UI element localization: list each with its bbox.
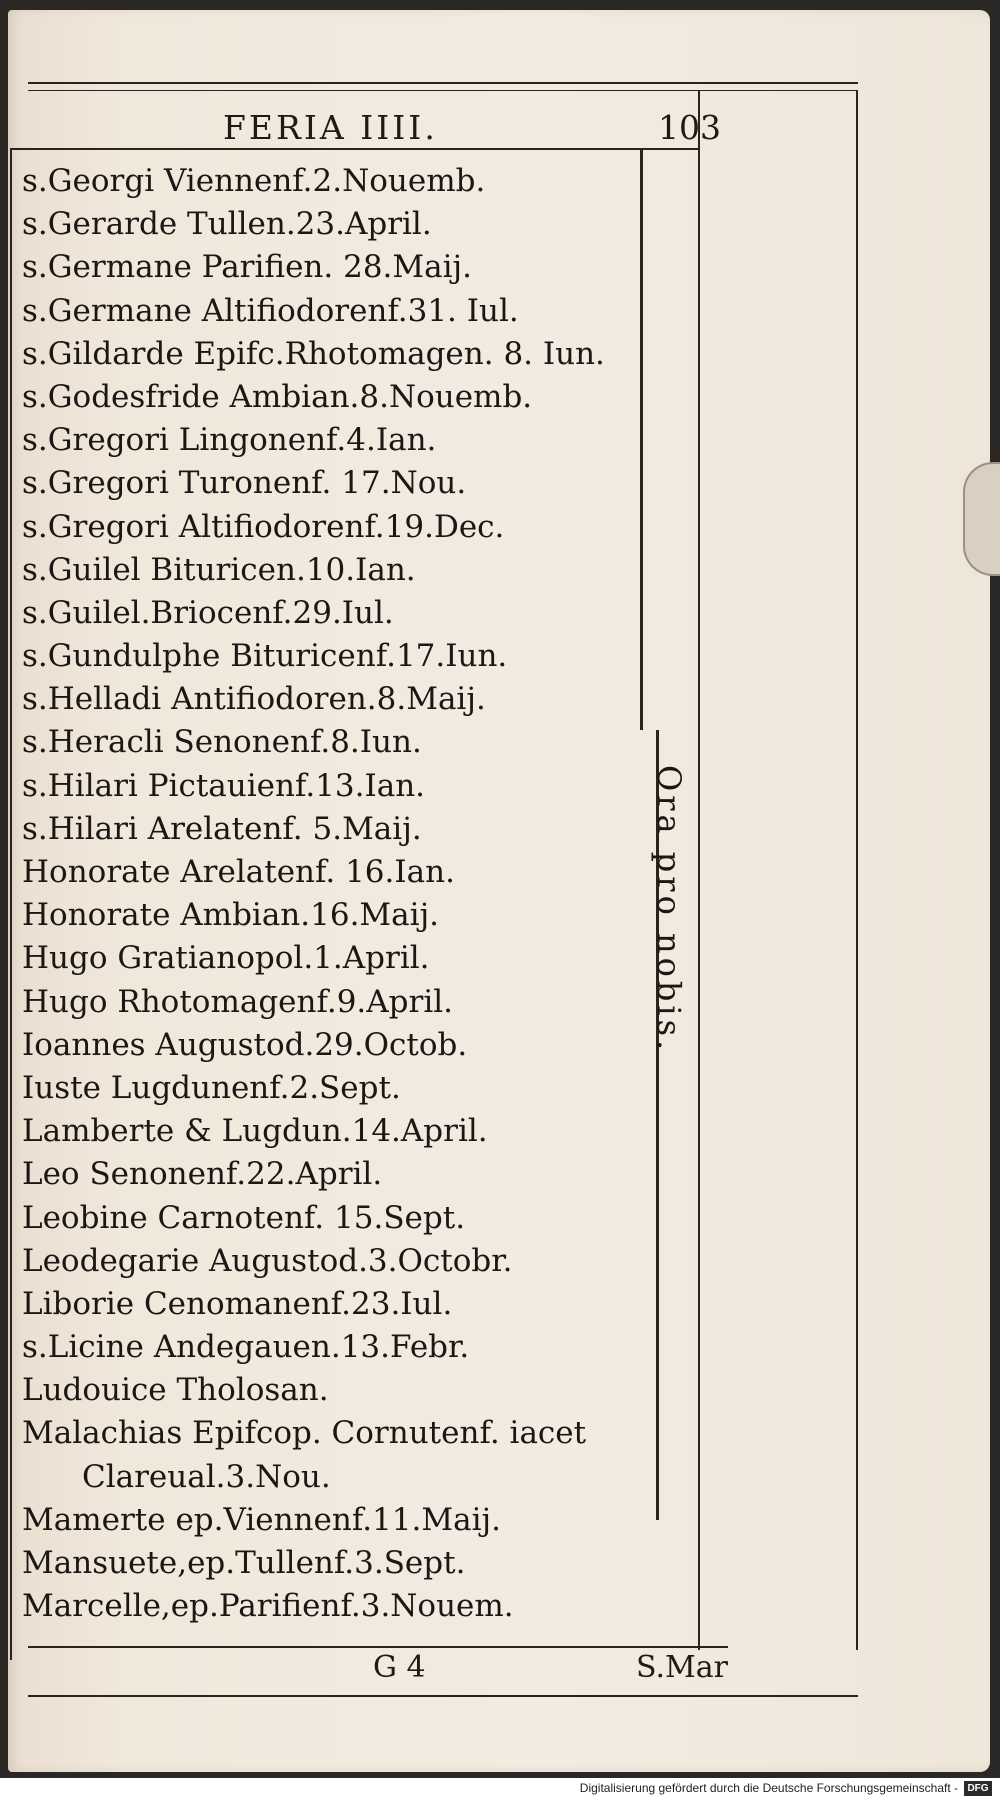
list-item: Honorate Arelatenf. 16.Ian. [22, 854, 455, 890]
list-item: s.Godesfride Ambian.8.Nouemb. [22, 378, 533, 415]
list-item: Liborie Cenomanenf.23.Iul. [22, 1285, 453, 1322]
book-page [8, 10, 990, 1772]
page-tab-edge [963, 462, 1000, 576]
list-item: Hugo Rhotomagenf.9.April. [22, 983, 454, 1020]
list-item: Malachias Epifcop. Cornutenf. iacet [22, 1415, 587, 1452]
response-column [648, 765, 708, 1055]
list-item: s.Gregori Altifiodorenf.19.Dec. [22, 508, 505, 545]
list-item: s.Germane Parifien. 28.Maij. [22, 249, 473, 286]
litany-list [22, 160, 642, 1628]
list-item: Ioannes Augustod.29.Octob. [22, 1026, 468, 1063]
response-text: Ora pro nobis. [650, 765, 688, 1055]
credit-text: Digitalisierung gefördert durch die Deutsche Forschungsgemeinschaft - [579, 1781, 958, 1795]
bottom-rule [28, 1646, 728, 1648]
list-item: s.Guilel.Briocenf.29.Iul. [22, 594, 394, 631]
outer-vertical-rule [856, 90, 858, 1650]
running-head: FERIA IIII. [223, 108, 438, 147]
signature-mark: G 4 [373, 1650, 426, 1685]
page-footer [38, 1650, 738, 1690]
list-item-continuation: Clareual.3.Nou. [82, 1458, 331, 1495]
list-item: s.Licine Andegauen.13.Febr. [22, 1329, 470, 1366]
dfg-logo-icon: DFG [964, 1781, 992, 1796]
list-item: s.Gerarde Tullen.23.April. [22, 206, 432, 243]
list-item: Mansuete,ep.Tullenf.3.Sept. [22, 1545, 466, 1581]
list-item: Lamberte & Lugdun.14.April. [22, 1113, 488, 1150]
list-item: s.Guilel Bituricen.10.Ian. [22, 551, 416, 588]
list-item: s.Hilari Pictauienf.13.Ian. [22, 767, 426, 804]
list-item: Marcelle,ep.Parifienf.3.Nouem. [22, 1588, 514, 1625]
list-item: s.Gregori Turonenf. 17.Nou. [22, 465, 467, 502]
list-item: s.Gildarde Epifc.Rhotomagen. 8. Iun. [22, 335, 605, 372]
list-item: Mamerte ep.Viennenf.11.Maij. [22, 1501, 501, 1538]
footer-rule [28, 1695, 858, 1697]
top-rule-inner [28, 90, 858, 91]
list-item: s.Gundulphe Bituricenf.17.Iun. [22, 638, 508, 675]
list-item: s.Helladi Antifiodoren.8.Maij. [22, 681, 486, 718]
list-item: Honorate Ambian.16.Maij. [22, 897, 440, 934]
catchword: S.Mar [636, 1650, 728, 1685]
left-rule [10, 150, 12, 1660]
list-item: s.Gregori Lingonenf.4.Ian. [22, 422, 437, 459]
page-header [38, 108, 721, 154]
list-item: Leobine Carnotenf. 15.Sept. [22, 1199, 466, 1236]
list-item: s.Heracli Senonenf.8.Iun. [22, 724, 422, 761]
list-item: Hugo Gratianopol.1.April. [22, 940, 430, 977]
list-item: Ludouice Tholosan. [22, 1372, 329, 1409]
list-item: s.Georgi Viennenf.2.Nouemb. [22, 163, 486, 199]
list-item: Iuste Lugdunenf.2.Sept. [22, 1069, 401, 1106]
list-item: Leo Senonenf.22.April. [22, 1156, 383, 1193]
list-item: Leodegarie Augustod.3.Octobr. [22, 1242, 513, 1279]
credit-bar [0, 1778, 1000, 1800]
list-item: s.Germane Altifiodorenf.31. Iul. [22, 292, 519, 329]
page-number: 103 [658, 108, 721, 147]
top-rule-outer [28, 82, 858, 84]
list-item: s.Hilari Arelatenf. 5.Maij. [22, 810, 422, 847]
